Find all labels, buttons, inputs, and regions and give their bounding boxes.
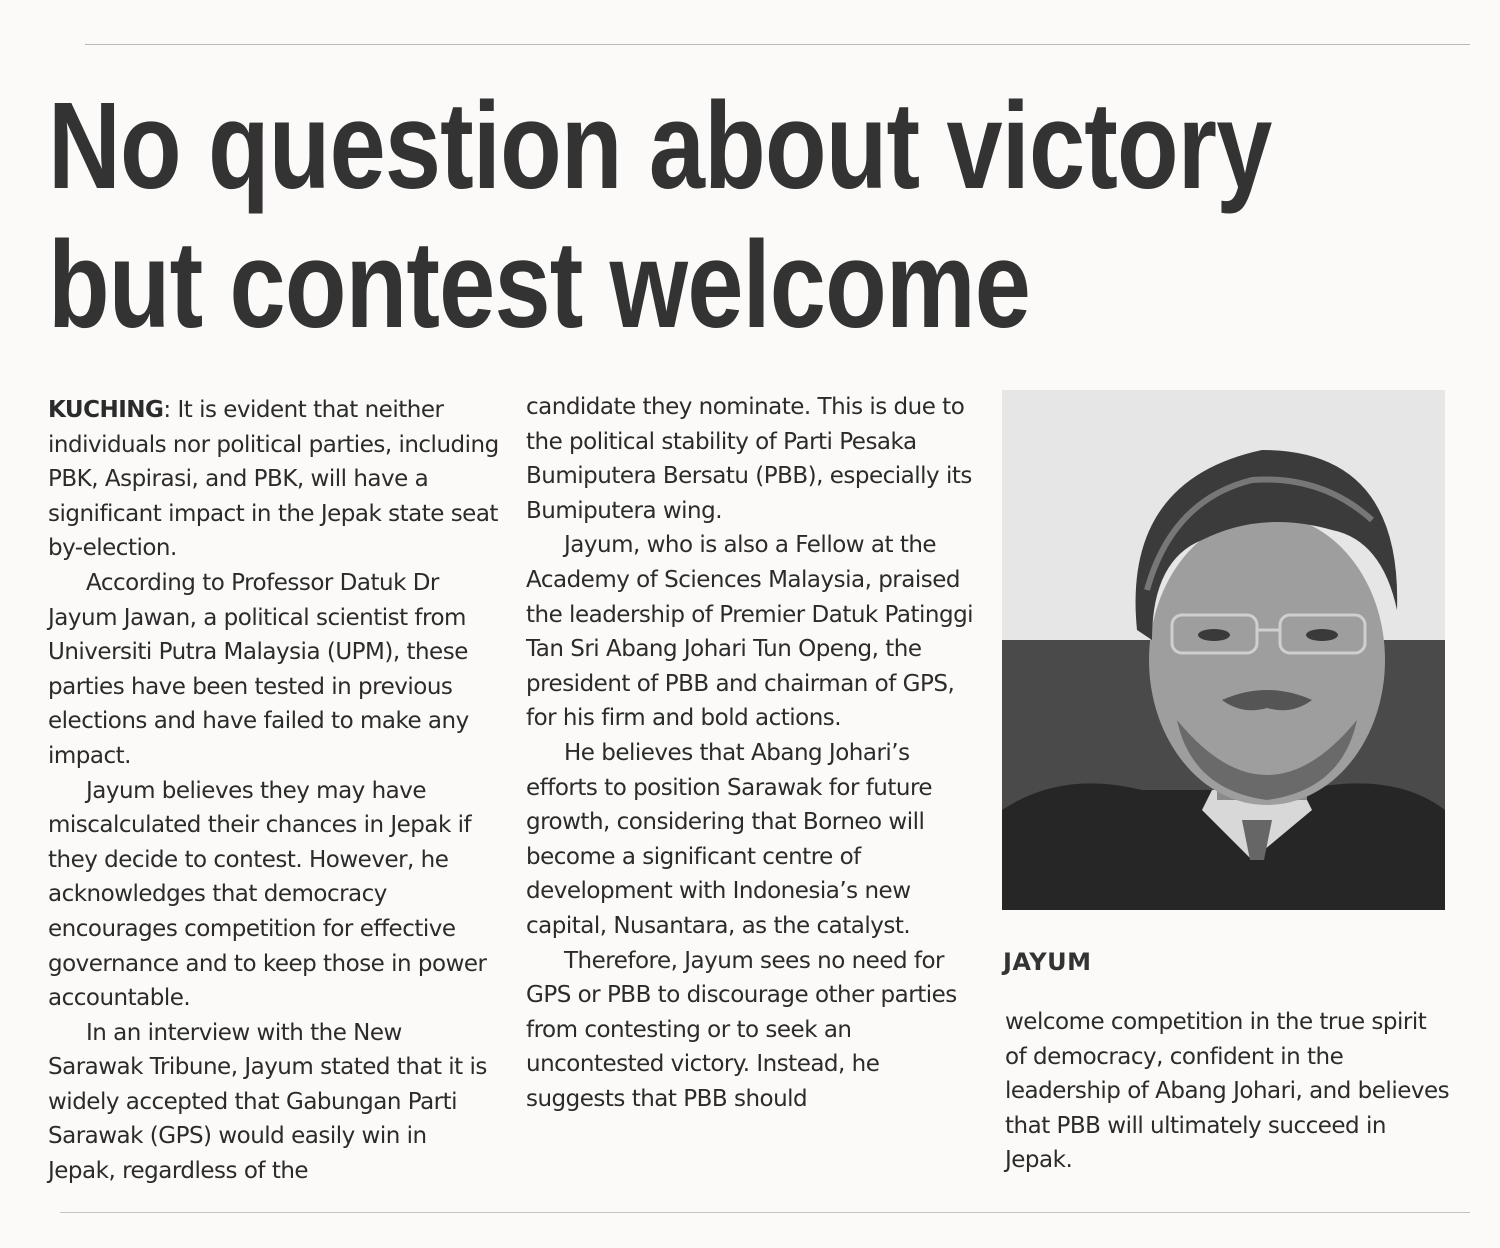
paragraph: Jayum, who is also a Fellow at the Academy of Sciences Malaysia, praised the leadership of Premier Datuk Patinggi Tan Sri Abang Johari Tun Openg, the president of PBB and chairman of GPS, for his firm and bold actions. — [526, 532, 974, 732]
paragraph: candidate they nominate. This is due to the political stability of Parti Pesaka Bumiputera Bersatu (PBB), especially its Bumiputera wing. — [526, 394, 972, 524]
headline-line-1: No question about victory — [48, 78, 1272, 215]
portrait-illustration — [1002, 390, 1445, 910]
article-column-3 — [1005, 1005, 1450, 1178]
paragraph — [48, 393, 500, 566]
article-column-1 — [48, 393, 500, 1189]
paragraph: He believes that Abang Johari’s efforts to position Sarawak for future growth, considering that Borneo will become a significant centre of development with Indonesia’s new capital, Nusantara, as the catalyst. — [526, 739, 933, 939]
article-headline — [48, 78, 1272, 356]
paragraph-text: : It is evident that neither individuals nor political parties, including PBK, Aspirasi, and PBK, will have a significant impact in the Jepak state seat by-election. — [48, 397, 499, 562]
headline-line-2: but contest welcome — [48, 216, 1030, 354]
paragraph: welcome competition in the true spirit of democracy, confident in the leadership of Abang Johari, and believes that PBB will ultimately succeed in Jepak. — [1005, 1009, 1450, 1174]
bottom-rule — [60, 1212, 1470, 1213]
dateline: KUCHING — [48, 397, 164, 423]
paragraph: In an interview with the New Sarawak Tribune, Jayum stated that it is widely accepted that Gabungan Parti Sarawak (GPS) would easily win in Jepak, regardless of the — [48, 1019, 487, 1185]
photo-caption: JAYUM — [1003, 948, 1092, 976]
paragraph: According to Professor Datuk Dr Jayum Jawan, a political scientist from Universiti Putra Malaysia (UPM), these parties have been tested in previous elections and have failed to make any impact. — [48, 569, 469, 769]
paragraph: Jayum believes they may have miscalculated their chances in Jepak if they decide to contest. However, he acknowledges that democracy encourages competition for effective governance and to keep those in power accountable. — [48, 777, 487, 1012]
paragraph: Therefore, Jayum sees no need for GPS or PBB to discourage other parties from contesting or to seek an uncontested victory. Instead, he suggests that PBB should — [526, 947, 957, 1112]
top-rule — [85, 44, 1470, 45]
portrait-photo — [1002, 390, 1445, 910]
article-column-2 — [526, 390, 976, 1116]
